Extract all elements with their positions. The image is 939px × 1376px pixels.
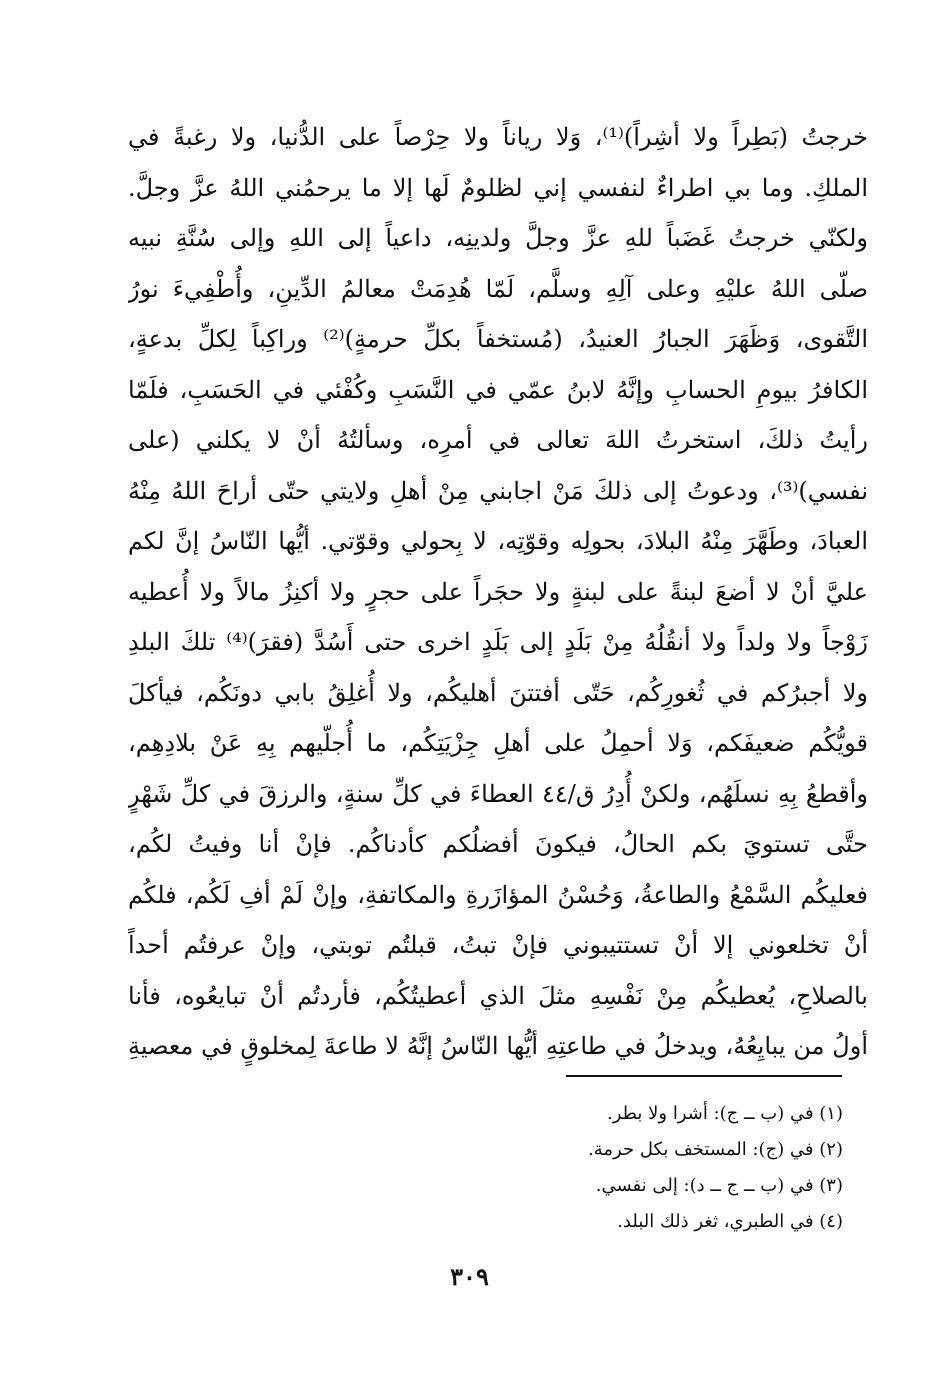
text-line: فعليكُم السَّمْعُ والطاعةُ، وَحُسْنُ المؤازَرةِ والمكاتفةِ، وإنْ لَمْ أفِ لَكُم، فلكُم: [128, 880, 868, 909]
text-line: قويُّكُم ضعيفَكم، وَلا أحمِلُ على أهلِ جِزْيَتِكُم، ما أُجلّيهم بِهِ عَنْ بلادِهِم،: [128, 729, 868, 757]
footnote-4: (٤) في الطبري، ثغر ذلك البلد.: [617, 1211, 843, 1232]
text-line: وأقطعُ بِهِ نسلَهُم، ولكنْ أُدِرُ ق/٤٤ العطاءَ في كلِّ سنةٍ، والرزقَ في كلِّ شَهْرٍ: [128, 779, 868, 808]
text-line: عليَّ أنْ لا أضعَ لبنةً على لبنةٍ ولا حجَراً على حجرٍ ولا أكنِزُ مالاً ولا أُعطيه: [128, 577, 868, 606]
footnote-2: (٢) في (ج): المستخف بكل حرمة.: [588, 1139, 843, 1160]
footnotes: [323, 1096, 843, 1240]
text-line: الملكِ. وما بي اطراءٌ لنفسي إني لظلومٌ لَها إلا ما يرحمُني اللهُ عزَّ وجلَّ.: [128, 173, 868, 202]
text-line: ولا أجبرُكم في ثُغورِكُم، حَتّى أفتتنَ أهليكُم، ولا أُغلِقُ بابي دونَكُم، فيأكلَ: [128, 678, 868, 707]
text-line: ولكنّي خرجتُ غَضَباً للهِ عزَّ وجلَّ ولدينِه، داعياً إلى اللهِ وإلى سُنَّةِ نبيه: [128, 224, 868, 252]
text-line: رأيتُ ذلكَ، استخرتُ اللهَ تعالى في أمرِه، وسألتُهُ أنْ لا يكلني (على: [128, 426, 868, 454]
text-line: العبادَ، وطَهَّرَ مِنْهُ البلادَ، بحولِه وقوّتِه، لا بِحولي وقوّتي. أيُّها النّاسُ إنَّ لكم: [128, 527, 868, 555]
text-line: زَوْجاً ولا ولداً ولا أنقُلُهُ مِنْ بَلَدٍ إلى بَلَدٍ اخرى حتى أَسُدَّ (فقرَ)⁽⁴⁾ تلكَ البلدِ: [128, 628, 868, 656]
text-line: صلّى اللهُ عليْهِ وعلى آلِهِ وسلَّم، لَمّا هُدِمَتْ معالمُ الدِّينِ، وأُطْفِيءَ نورُ: [128, 274, 868, 303]
text-line: الكافرُ بيومِ الحسابِ وإنَّهُ لابنُ عمّي في النَّسَبِ وكُفْئي في الحَسَبِ، فلَمّا: [128, 375, 868, 404]
text-line: حتَّى تستويَ بكم الحالُ، فيكونَ أفضلُكم كأدناكُم. فإنْ أنا وفيتُ لكُم،: [128, 830, 868, 858]
text-line: بالصلاحِ، يُعطيكُم مِنْ نَفْسِهِ مثلَ الذي أعطيتُكُم، فأردتُم أنْ تبايعُوه، فأنا: [128, 981, 868, 1010]
text-line: نفسي)⁽³⁾، ودعوتُ إلى ذلكَ مَنْ اجابني مِنْ أهلِ ولايتي حتّى أراحَ اللهُ مِنْهُ: [128, 476, 868, 505]
text-line: خرجتُ (بَطِراً ولا أشِراً)⁽¹⁾، وَلا رياناً ولا حِرْصاً على الدُّنيا، ولا رغبةً في: [128, 123, 868, 151]
footnote-3: (٣) في (ب ــ ج ــ د): إلى نفسي.: [595, 1175, 843, 1196]
footnote-divider: [566, 1075, 842, 1077]
text-line: أولُ من يبايِعُهُ، ويدخلُ في طاعتِهِ أيُّها النّاسُ إنَّهُ لا طاعةَ لِمخلوقٍ في معصيةِ: [128, 1032, 868, 1060]
footnote-1: (١) في (ب ــ ج): أشرا ولا بطر.: [606, 1103, 843, 1124]
body-text: [128, 112, 868, 1072]
text-line: التَّقوى، وَظَهَرَ الجبارُ العنيدُ، (مُستخفاً بكلِّ حرمةٍ)⁽²⁾ وراكِباً لِكلِّ بدعةٍ،: [128, 325, 868, 353]
page-number: ٣٠٩: [450, 1262, 489, 1291]
text-line: أنْ تخلعوني إلا أنْ تستتيبوني فإنْ تبتُ، قبلتُم توبتي، وإنْ عرفتُم أحداً: [128, 931, 868, 959]
